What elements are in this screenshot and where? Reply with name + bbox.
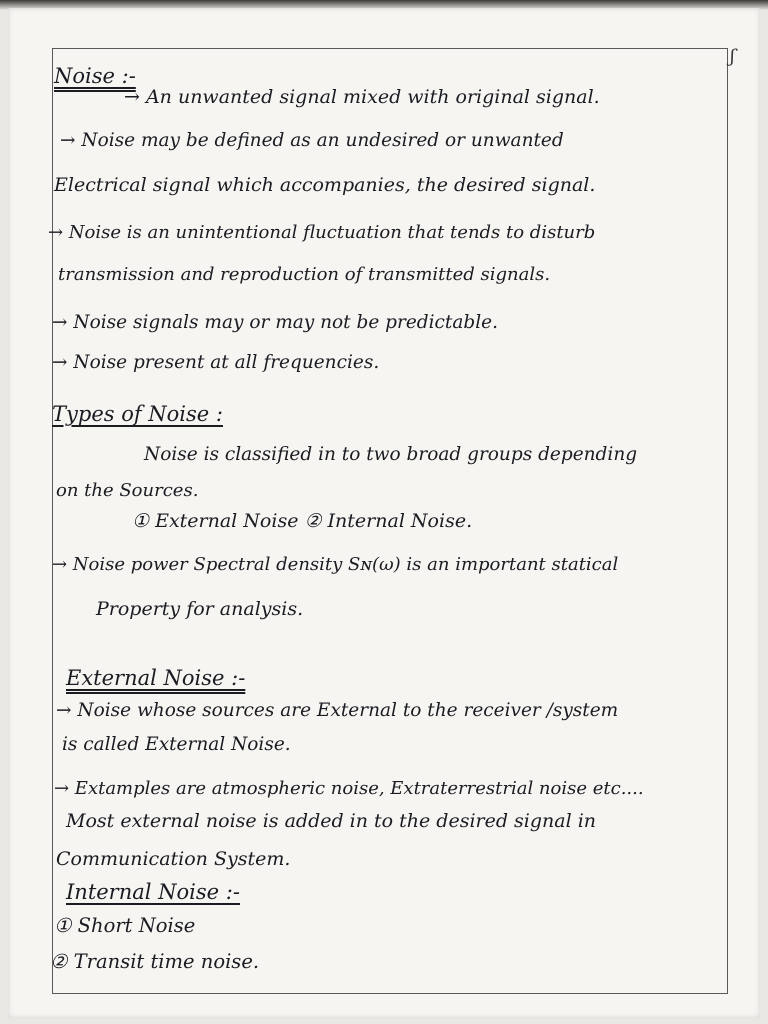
types-line-1: Noise is classified in to two broad groups depending [144,444,638,465]
noise-line-2: → Noise may be defined as an undesired or unwanted [60,130,564,151]
external-line-4: Most external noise is added in to the desired signal in [66,810,597,832]
types-line-4: → Noise power Spectral density Sɴ(ω) is an important statical [52,554,619,575]
internal-line-1: ① Short Noise [54,914,196,937]
types-line-5: Property for analysis. [96,598,304,620]
types-line-2: on the Sources. [56,480,199,501]
internal-line-2: ② Transit time noise. [50,950,260,973]
heading-types-of-noise: Types of Noise : [52,402,223,426]
types-line-3: ① External Noise ② Internal Noise. [132,510,473,532]
heading-noise: Noise :- [54,64,136,88]
heading-external-noise: External Noise :- [66,666,246,690]
external-line-2: is called External Noise. [62,734,291,755]
noise-line-5: transmission and reproduction of transmitted signals. [58,264,551,285]
heading-internal-noise: Internal Noise :- [66,880,240,904]
noise-line-4: → Noise is an unintentional fluctuation that tends to disturb [48,222,596,243]
noise-line-1: → An unwanted signal mixed with original signal. [124,86,600,108]
noise-line-6: → Noise signals may or may not be predictable. [52,312,498,333]
external-line-5: Communication System. [56,848,291,870]
noise-line-7: → Noise present at all frequencies. [52,352,380,373]
margin-mark: ʃ [730,46,735,67]
external-line-3: → Extamples are atmospheric noise, Extraterrestrial noise etc.... [54,778,644,799]
noise-line-3: Electrical signal which accompanies, the desired signal. [54,174,596,196]
external-line-1: → Noise whose sources are External to the receiver /system [56,700,619,721]
